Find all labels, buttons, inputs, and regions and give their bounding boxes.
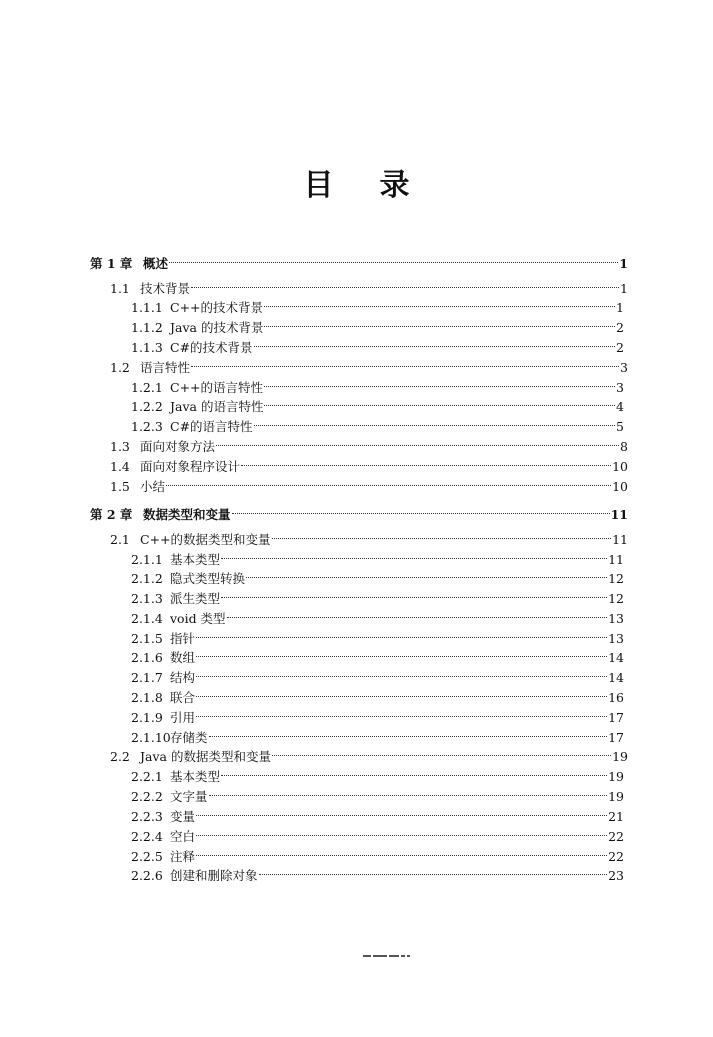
toc-subsection-row[interactable] — [131, 860, 624, 883]
toc-entry-number: 2.1.6 — [131, 650, 163, 665]
page-title — [0, 160, 713, 204]
toc-entry-number: 2.1.7 — [131, 670, 163, 685]
toc-entry-number: 2.1.1 — [131, 552, 163, 567]
toc-entry-page: 8 — [620, 439, 628, 454]
toc-entry-title: C++的技术背景 — [170, 300, 264, 315]
toc-entry-number: 1.1.3 — [131, 340, 163, 355]
toc-entry-number: 2.1.10 — [131, 730, 171, 745]
toc-entry-number: 2.1.5 — [131, 631, 163, 646]
toc-entry-title: 变量 — [170, 809, 196, 824]
toc-subsection-row[interactable] — [131, 544, 624, 567]
toc-entry-title: 空白 — [170, 829, 196, 844]
toc-entry-title: 基本类型 — [170, 552, 221, 567]
toc-section-row[interactable] — [110, 741, 628, 764]
toc-entry-number: 第 1 章 — [90, 256, 133, 271]
toc-entry-title: C#的语言特性 — [170, 419, 253, 434]
toc-subsection-row[interactable] — [131, 642, 624, 665]
toc-entry-page: 10 — [612, 479, 628, 494]
toc-leader-dots — [196, 682, 607, 702]
toc-entry-number: 1.2.3 — [131, 419, 163, 434]
toc-entry-title: 小结 — [140, 479, 166, 494]
toc-entry-title: Java 的数据类型和变量 — [140, 749, 271, 764]
toc-entry-title: 技术背景 — [140, 281, 191, 296]
toc-subsection-row[interactable] — [131, 292, 624, 315]
toc-entry-page: 13 — [608, 631, 624, 646]
toc-subsection-row[interactable] — [131, 563, 624, 586]
toc-entry-number: 1.2.1 — [131, 380, 163, 395]
toc-subsection-row[interactable] — [131, 841, 624, 864]
scan-artifact — [363, 955, 423, 958]
toc-leader-dots — [216, 431, 619, 451]
toc-section-row[interactable] — [110, 471, 628, 494]
toc-entry-title: 隐式类型转换 — [170, 571, 246, 586]
toc-entry-number: 1.5 — [110, 479, 130, 494]
toc-subsection-row[interactable] — [131, 682, 624, 705]
toc-entry-number: 2.2.3 — [131, 809, 163, 824]
toc-leader-dots — [196, 642, 607, 662]
toc-entry-title: 创建和删除对象 — [170, 868, 258, 883]
toc-leader-dots — [254, 332, 615, 352]
toc-entry-title: void 类型 — [170, 611, 226, 626]
toc-entry-number: 2.1.8 — [131, 690, 163, 705]
toc-entry-page: 3 — [620, 360, 628, 375]
toc-subsection-row[interactable] — [131, 722, 624, 745]
toc-entry-page: 22 — [608, 849, 624, 864]
toc-leader-dots — [196, 662, 607, 682]
toc-entry-number: 2.2.1 — [131, 769, 163, 784]
toc-entry-title: 面向对象程序设计 — [140, 459, 241, 474]
toc-subsection-row[interactable] — [131, 702, 624, 725]
toc-section-row[interactable] — [110, 524, 628, 547]
toc-entry-title: 数据类型和变量 — [143, 507, 231, 522]
toc-leader-dots — [264, 292, 615, 312]
toc-entry-title: 指针 — [170, 631, 196, 646]
toc-entry-page: 17 — [608, 710, 624, 725]
toc-subsection-row[interactable] — [131, 821, 624, 844]
toc-entry-page: 19 — [608, 789, 624, 804]
toc-section-row[interactable] — [110, 352, 628, 375]
toc-leader-dots — [191, 352, 619, 372]
page-title-right: 录 — [379, 168, 410, 203]
toc-leader-dots — [196, 821, 607, 841]
toc-leader-dots — [254, 411, 615, 431]
toc-entry-page: 10 — [612, 459, 628, 474]
toc-entry-page: 2 — [616, 320, 624, 335]
toc-entry-title: 派生类型 — [170, 591, 221, 606]
toc-leader-dots — [259, 860, 608, 880]
toc-subsection-row[interactable] — [131, 411, 624, 434]
toc-entry-title: 注释 — [170, 849, 196, 864]
toc-entry-title: Java 的语言特性 — [170, 399, 264, 414]
toc-subsection-row[interactable] — [131, 801, 624, 824]
toc-entry-page: 1 — [620, 281, 628, 296]
toc-subsection-row[interactable] — [131, 761, 624, 784]
toc-section-row[interactable] — [110, 431, 628, 454]
toc-subsection-row[interactable] — [131, 583, 624, 606]
toc-entry-page: 3 — [616, 380, 624, 395]
toc-subsection-row[interactable] — [131, 312, 624, 335]
toc-leader-dots — [169, 248, 618, 268]
toc-entry-number: 1.1 — [110, 281, 130, 296]
toc-leader-dots — [264, 391, 615, 411]
toc-entry-page: 11 — [610, 507, 628, 522]
toc-leader-dots — [196, 801, 607, 821]
toc-entry-title: Java 的技术背景 — [170, 320, 264, 335]
toc-section-row[interactable] — [110, 451, 628, 474]
toc-entry-number: 2.1.9 — [131, 710, 163, 725]
toc-entry-number: 1.2.2 — [131, 399, 163, 414]
toc-entry-page: 21 — [608, 809, 624, 824]
toc-subsection-row[interactable] — [131, 781, 624, 804]
toc-entry-number: 第 2 章 — [90, 507, 133, 522]
toc-entry-number: 1.1.1 — [131, 300, 163, 315]
toc-leader-dots — [209, 722, 608, 742]
toc-entry-page: 22 — [608, 829, 624, 844]
toc-entry-page: 16 — [608, 690, 624, 705]
toc-entry-title: C++的语言特性 — [170, 380, 264, 395]
toc-entry-number: 1.2 — [110, 360, 130, 375]
toc-leader-dots — [272, 524, 612, 544]
toc-subsection-row[interactable] — [131, 662, 624, 685]
toc-entry-page: 4 — [616, 399, 624, 414]
toc-leader-dots — [196, 841, 607, 861]
toc-section-row[interactable] — [110, 273, 628, 296]
toc-entry-title: 概述 — [143, 256, 169, 271]
toc-leader-dots — [227, 603, 608, 623]
toc-entry-title: 引用 — [170, 710, 196, 725]
toc-leader-dots — [232, 499, 610, 519]
toc-leader-dots — [272, 741, 611, 761]
toc-leader-dots — [191, 273, 619, 293]
toc-entry-title: 面向对象方法 — [140, 439, 216, 454]
toc-entry-number: 1.3 — [110, 439, 130, 454]
toc-entry-number: 2.2.5 — [131, 849, 163, 864]
toc-chapter-row[interactable] — [90, 499, 628, 522]
toc-entry-number: 2.1 — [110, 532, 130, 547]
toc-entry-number: 1.4 — [110, 459, 130, 474]
toc-leader-dots — [221, 761, 607, 781]
toc-entry-title: 数组 — [170, 650, 196, 665]
toc-subsection-row[interactable] — [131, 332, 624, 355]
toc-entry-page: 13 — [608, 611, 624, 626]
toc-leader-dots — [196, 702, 607, 722]
toc-entry-page: 17 — [608, 730, 624, 745]
toc-entry-title: 结构 — [170, 670, 196, 685]
toc-subsection-row[interactable] — [131, 372, 624, 395]
toc-leader-dots — [209, 781, 608, 801]
toc-subsection-row[interactable] — [131, 623, 624, 646]
toc-leader-dots — [196, 623, 607, 643]
toc-leader-dots — [241, 451, 611, 471]
toc-entry-page: 5 — [616, 419, 624, 434]
toc-entry-page: 14 — [608, 670, 624, 685]
toc-entry-page: 23 — [608, 868, 624, 883]
toc-entry-page: 11 — [608, 552, 624, 567]
toc-leader-dots — [221, 544, 607, 564]
toc-entry-title: 语言特性 — [140, 360, 191, 375]
toc-entry-number: 2.2.4 — [131, 829, 163, 844]
toc-entry-page: 12 — [608, 571, 624, 586]
toc-entry-page: 14 — [608, 650, 624, 665]
toc-leader-dots — [264, 312, 615, 332]
toc-subsection-row[interactable] — [131, 391, 624, 414]
toc-entry-page: 11 — [612, 532, 628, 547]
toc-entry-page: 19 — [608, 769, 624, 784]
page-title-left: 目 — [303, 168, 334, 203]
toc-leader-dots — [221, 583, 607, 603]
toc-entry-number: 2.1.3 — [131, 591, 163, 606]
toc-entry-number: 1.1.2 — [131, 320, 163, 335]
toc-entry-number: 2.2.6 — [131, 868, 163, 883]
toc-entry-page: 19 — [612, 749, 628, 764]
toc-entry-title: 基本类型 — [170, 769, 221, 784]
toc-entry-title: 存储类 — [170, 730, 208, 745]
toc-entry-title: 联合 — [170, 690, 196, 705]
toc-entry-number: 2.1.4 — [131, 611, 163, 626]
toc-entry-page: 12 — [608, 591, 624, 606]
toc-entry-page: 1 — [616, 300, 624, 315]
toc-entry-title: 文字量 — [170, 789, 208, 804]
toc-leader-dots — [246, 563, 607, 583]
toc-entry-title: C++的数据类型和变量 — [140, 532, 271, 547]
toc-subsection-row[interactable] — [131, 603, 624, 626]
toc-entry-number: 2.2.2 — [131, 789, 163, 804]
toc-entry-title: C#的技术背景 — [170, 340, 253, 355]
toc-leader-dots — [264, 372, 615, 392]
toc-entry-number: 2.2 — [110, 749, 130, 764]
toc-entry-page: 1 — [619, 256, 628, 271]
toc-entry-number: 2.1.2 — [131, 571, 163, 586]
toc-entry-page: 2 — [616, 340, 624, 355]
toc-chapter-row[interactable] — [90, 248, 628, 271]
toc-leader-dots — [166, 471, 611, 491]
